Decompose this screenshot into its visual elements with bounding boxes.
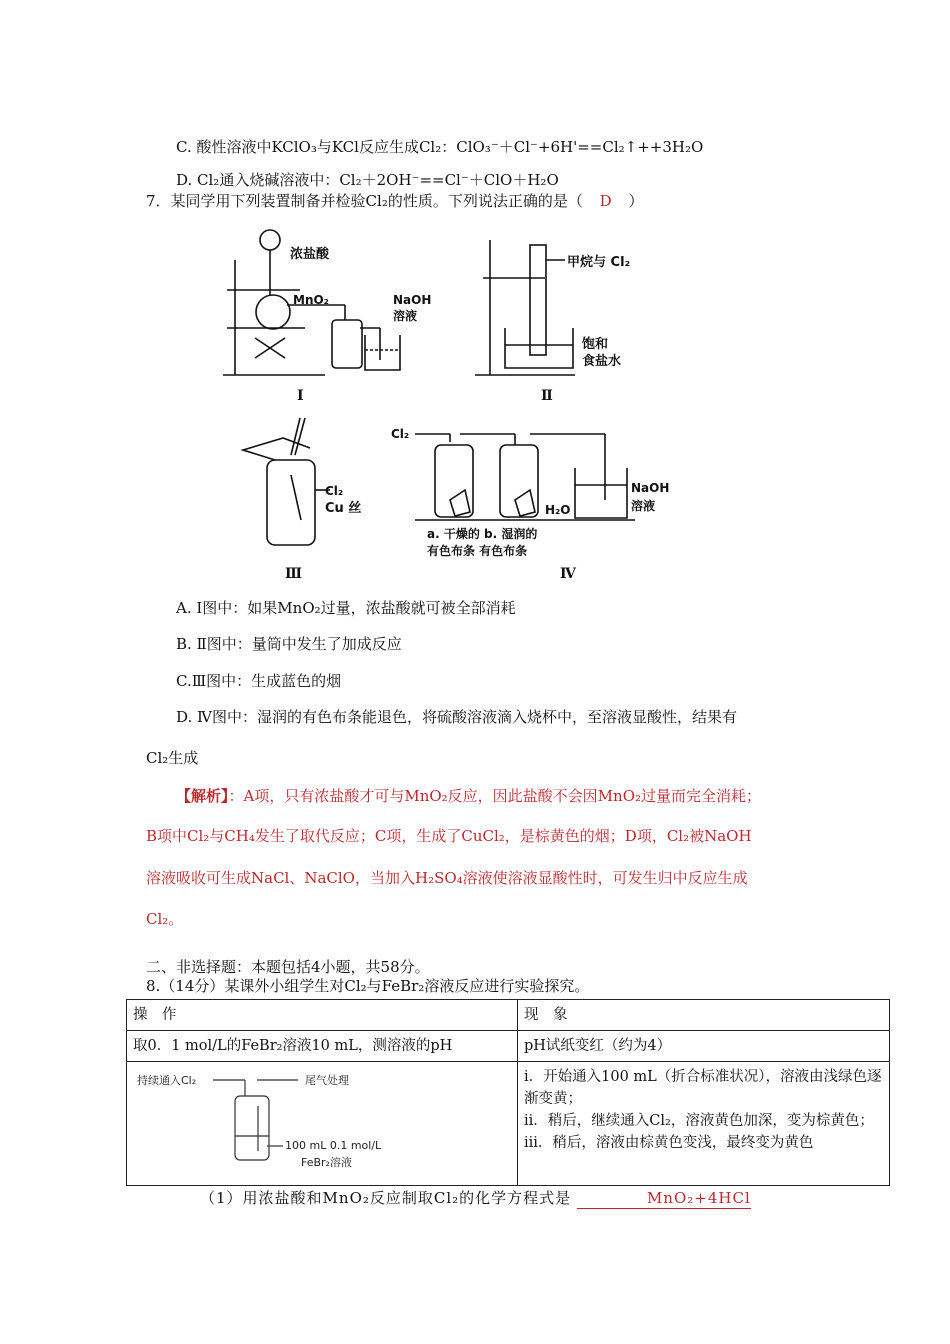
q7-option-d: D. Ⅳ图中：湿润的有色布条能退色，将硫酸溶液滴入烧杯中，至溶液显酸性，结果有 — [176, 708, 738, 726]
row2-phenomenon — [518, 1062, 890, 1186]
fig-iv-cl2: Cl₂ — [391, 427, 410, 441]
table-header-row — [127, 1000, 890, 1031]
fig-iv-label: Ⅳ — [560, 566, 576, 582]
phenomenon-iii: ⅲ．稍后，溶液由棕黄色变浅，最终变为黄色 — [524, 1135, 814, 1151]
q8-sub1-answer: MnO₂+4HCl — [577, 1188, 751, 1209]
analysis-line-2: B项中Cl₂与CH₄发生了取代反应；C项，生成了CuCl₂，是棕黄色的烟；D项，Cl₂被NaOH — [146, 827, 752, 845]
q8-sub1 — [200, 1188, 751, 1209]
fig-iii-label: Ⅲ — [285, 566, 303, 582]
fig-q8-in: 持续通入Cl₂ — [137, 1074, 197, 1087]
fig-iii-cl2: Cl₂ — [325, 484, 344, 498]
analysis-line-1 — [176, 786, 761, 806]
q8-stem: 8.（14分）某课外小组学生对Cl₂与FeBr₂溶液反应进行实验探究。 — [146, 977, 590, 995]
analysis-text-1: ：A项，只有浓盐酸才可与MnO₂反应，因此盐酸不会因MnO₂过量而完全消耗； — [228, 787, 762, 805]
phenomenon-ii: ⅱ．稍后，继续通入Cl₂，溶液黄色加深，变为棕黄色； — [524, 1113, 874, 1129]
q7-answer: D — [599, 192, 612, 210]
table-row — [127, 1031, 890, 1062]
table-row — [127, 1062, 890, 1186]
apparatus-ii — [475, 240, 575, 375]
q7-stem-close: ） — [628, 192, 644, 210]
fig-ii-water1: 饱和 — [582, 337, 609, 352]
header-phenomenon: 现 象 — [518, 1000, 890, 1031]
fig-iv-strip1: a. 干燥的 b. 湿润的 — [427, 527, 538, 541]
experiment-table — [126, 999, 890, 1186]
row2-operation — [127, 1062, 518, 1186]
q7-option-b: B. Ⅱ图中：量筒中发生了加成反应 — [176, 635, 402, 653]
fig-ii-water2: 食盐水 — [582, 354, 622, 369]
analysis-tag: 【解析】 — [176, 787, 229, 805]
q8-sub1-text: （1）用浓盐酸和MnO₂反应制取Cl₂的化学方程式是 — [200, 1189, 572, 1207]
phenomenon-i: ⅰ．开始通入100 mL（折合标准状况），溶液由浅绿色逐渐变黄； — [524, 1069, 882, 1107]
fig-i-naoh: NaOH — [393, 293, 432, 307]
fig-i-mno2: MnO₂ — [293, 293, 329, 307]
fig-iv-strip2: 有色布条 有色布条 — [427, 544, 528, 558]
fig-iv-solution: 溶液 — [631, 499, 656, 513]
q7-option-a: A. Ⅰ图中：如果MnO₂过量，浓盐酸就可被全部消耗 — [176, 599, 516, 617]
q7-stem — [146, 191, 643, 211]
q6-option-c: C. 酸性溶液中KClO₃与KCl反应生成Cl₂：ClO₃⁻＋Cl⁻+6H'==Cl₂↑++3H₂O — [176, 138, 704, 156]
q7-option-d-cont: Cl₂生成 — [146, 749, 199, 767]
q7-stem-text: 7．某同学用下列装置制备并检验Cl₂的性质。下列说法正确的是（ — [146, 192, 583, 210]
row1-operation: 取0．1 mol/L的FeBr₂溶液10 mL，测溶液的pH — [127, 1031, 518, 1062]
fig-iv-h2o: H₂O — [545, 503, 571, 517]
q8-apparatus-figure — [133, 1066, 433, 1174]
fig-q8-sol2: FeBr₂溶液 — [301, 1156, 352, 1169]
fig-q8-sol1: 100 mL 0.1 mol/L — [285, 1139, 382, 1152]
q6-option-d: D. Cl₂通入烧碱溶液中：Cl₂＋2OH⁻==Cl⁻＋ClO＋H₂O — [176, 171, 559, 189]
fig-i-label: Ⅰ — [297, 388, 304, 404]
fig-ii-label: Ⅱ — [541, 388, 553, 404]
apparatus-iii — [243, 418, 330, 545]
q7-option-c: C.Ⅲ图中：生成蓝色的烟 — [176, 672, 342, 690]
section-2-heading: 二、非选择题：本题包括4小题，共58分。 — [146, 958, 430, 976]
apparatus-iv — [415, 434, 635, 520]
fig-i-solution: 溶液 — [393, 309, 418, 323]
analysis-line-3: 溶液吸收可生成NaCl、NaClO，当加入H₂SO₄溶液使溶液显酸性时，可发生归中反应生成 — [146, 869, 748, 887]
row1-phenomenon: pH试纸变红（约为4） — [518, 1031, 890, 1062]
fig-iv-naoh: NaOH — [631, 481, 670, 495]
fig-ii-gas: 甲烷与 Cl₂ — [567, 255, 631, 270]
fig-iii-cu: Cu 丝 — [325, 501, 362, 516]
analysis-line-4: Cl₂。 — [146, 910, 184, 928]
header-operation: 操 作 — [127, 1000, 518, 1031]
fig-i-acid: 浓盐酸 — [290, 247, 330, 262]
fig-q8-out: 尾气处理 — [305, 1074, 349, 1087]
q7-figure — [215, 220, 695, 590]
